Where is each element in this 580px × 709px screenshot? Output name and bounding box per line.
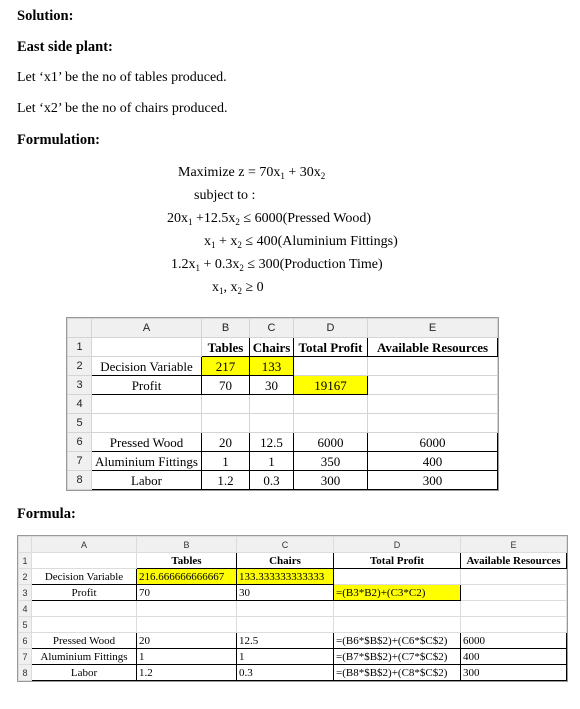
column-header: C — [237, 537, 334, 553]
column-header: E — [368, 319, 498, 338]
cell[interactable]: Chairs — [250, 338, 294, 357]
row-header: 5 — [19, 617, 32, 633]
cell[interactable] — [294, 357, 368, 376]
row-header: 2 — [19, 569, 32, 585]
cell[interactable] — [92, 338, 202, 357]
column-header: E — [461, 537, 567, 553]
row-header: 5 — [68, 414, 92, 433]
cell[interactable] — [32, 617, 137, 633]
cell[interactable] — [92, 395, 202, 414]
cell[interactable]: 6000 — [461, 633, 567, 649]
cell[interactable]: 20 — [137, 633, 237, 649]
cell[interactable] — [250, 395, 294, 414]
cell[interactable] — [461, 569, 567, 585]
cell[interactable]: 300 — [461, 665, 567, 681]
cell[interactable]: 6000 — [294, 433, 368, 452]
x1-definition: Let ‘x1’ be the no of tables produced. — [17, 70, 227, 85]
cell[interactable] — [461, 585, 567, 601]
cell[interactable] — [334, 617, 461, 633]
cell[interactable]: 30 — [250, 376, 294, 395]
cell[interactable] — [334, 569, 461, 585]
cell[interactable] — [368, 357, 498, 376]
cell[interactable]: 1.2 — [137, 665, 237, 681]
row-header: 1 — [19, 553, 32, 569]
cell[interactable] — [368, 376, 498, 395]
cell[interactable]: 20 — [202, 433, 250, 452]
cell[interactable]: 0.3 — [237, 665, 334, 681]
cell[interactable]: Available Resources — [461, 553, 567, 569]
cell[interactable]: Aluminium Fittings — [32, 649, 137, 665]
row-header: 8 — [68, 471, 92, 490]
cell[interactable] — [461, 617, 567, 633]
column-header: B — [137, 537, 237, 553]
cell[interactable] — [32, 553, 137, 569]
column-header: D — [334, 537, 461, 553]
cell[interactable] — [202, 395, 250, 414]
cell[interactable]: Pressed Wood — [92, 433, 202, 452]
constraint-pressed-wood: $20x_1 +12.5x_2$ ≤ 6000(Pressed Wood) — [167, 211, 372, 227]
cell[interactable]: 300 — [368, 471, 498, 490]
cell[interactable]: Tables — [202, 338, 250, 357]
cell[interactable]: 216.666666666667 — [137, 569, 237, 585]
cell[interactable] — [334, 601, 461, 617]
plant-heading: East side plant: — [17, 39, 113, 55]
row-header: 1 — [68, 338, 92, 357]
cell[interactable]: Decision Variable — [32, 569, 137, 585]
formula-spreadsheet — [17, 535, 568, 682]
cell[interactable] — [92, 414, 202, 433]
cell[interactable]: Chairs — [237, 553, 334, 569]
cell[interactable]: Total Profit — [294, 338, 368, 357]
row-header: 8 — [19, 665, 32, 681]
row-header: 3 — [19, 585, 32, 601]
cell[interactable]: 1 — [250, 452, 294, 471]
column-header: B — [202, 319, 250, 338]
cell[interactable]: 6000 — [368, 433, 498, 452]
cell[interactable] — [368, 414, 498, 433]
row-header: 6 — [19, 633, 32, 649]
cell[interactable] — [294, 395, 368, 414]
cell[interactable]: 1.2 — [202, 471, 250, 490]
row-header: 2 — [68, 357, 92, 376]
cell[interactable] — [137, 617, 237, 633]
cell[interactable]: 12.5 — [250, 433, 294, 452]
cell[interactable] — [202, 414, 250, 433]
cell[interactable]: 300 — [294, 471, 368, 490]
cell[interactable] — [137, 601, 237, 617]
cell[interactable]: Available Resources — [368, 338, 498, 357]
cell[interactable]: Decision Variable — [92, 357, 202, 376]
cell[interactable]: =(B7*$B$2)+(C7*$C$2) — [334, 649, 461, 665]
cell[interactable]: 1 — [202, 452, 250, 471]
row-header: 7 — [68, 452, 92, 471]
cell[interactable] — [237, 601, 334, 617]
cell[interactable]: =(B6*$B$2)+(C6*$C$2) — [334, 633, 461, 649]
cell[interactable]: 70 — [202, 376, 250, 395]
cell[interactable]: Tables — [137, 553, 237, 569]
cell[interactable]: =(B8*$B$2)+(C8*$C$2) — [334, 665, 461, 681]
cell[interactable] — [294, 414, 368, 433]
cell[interactable]: 400 — [461, 649, 567, 665]
column-header: C — [250, 319, 294, 338]
x2-definition: Let ‘x2’ be the no of chairs produced. — [17, 101, 228, 116]
cell[interactable]: 133.333333333333 — [237, 569, 334, 585]
cell[interactable]: 1 — [137, 649, 237, 665]
corner-cell — [68, 319, 92, 338]
cell[interactable]: 217 — [202, 357, 250, 376]
cell[interactable]: 12.5 — [237, 633, 334, 649]
cell[interactable]: Profit — [92, 376, 202, 395]
cell[interactable]: Pressed Wood — [32, 633, 137, 649]
solution-spreadsheet — [66, 317, 499, 491]
cell[interactable]: 30 — [237, 585, 334, 601]
cell[interactable]: 19167 — [294, 376, 368, 395]
row-header: 4 — [68, 395, 92, 414]
cell[interactable]: Total Profit — [334, 553, 461, 569]
column-header: A — [92, 319, 202, 338]
cell[interactable]: 1 — [237, 649, 334, 665]
cell[interactable]: 70 — [137, 585, 237, 601]
constraint-production-time: $1.2x_1 + 0.3x_2$ ≤ 300(Production Time) — [171, 257, 383, 273]
cell[interactable] — [368, 395, 498, 414]
formula-heading: Formula: — [17, 506, 76, 522]
objective: Maximize $z = 70x_1 + 30x_2$ — [178, 165, 326, 181]
row-header: 4 — [19, 601, 32, 617]
column-header: A — [32, 537, 137, 553]
cell[interactable] — [250, 414, 294, 433]
cell[interactable] — [237, 617, 334, 633]
subject-to: subject to : — [194, 188, 256, 203]
cell[interactable]: 350 — [294, 452, 368, 471]
solution-heading: Solution: — [17, 8, 74, 24]
cell[interactable]: Aluminium Fittings — [92, 452, 202, 471]
column-header: D — [294, 319, 368, 338]
row-header: 3 — [68, 376, 92, 395]
cell[interactable]: =(B3*B2)+(C3*C2) — [334, 585, 461, 601]
cell[interactable]: 133 — [250, 357, 294, 376]
formulation-heading: Formulation: — [17, 132, 100, 148]
cell[interactable]: 400 — [368, 452, 498, 471]
cell[interactable] — [32, 601, 137, 617]
cell[interactable]: 0.3 — [250, 471, 294, 490]
cell[interactable]: Labor — [32, 665, 137, 681]
cell[interactable] — [461, 601, 567, 617]
row-header: 6 — [68, 433, 92, 452]
cell[interactable]: Profit — [32, 585, 137, 601]
constraint-aluminium: $x_1 + x_2$ ≤ 400(Aluminium Fittings) — [204, 234, 398, 250]
row-header: 7 — [19, 649, 32, 665]
constraint-nonnegativity: $x_1$, $x_2 \ge 0$ — [212, 280, 264, 296]
corner-cell — [19, 537, 32, 553]
cell[interactable]: Labor — [92, 471, 202, 490]
